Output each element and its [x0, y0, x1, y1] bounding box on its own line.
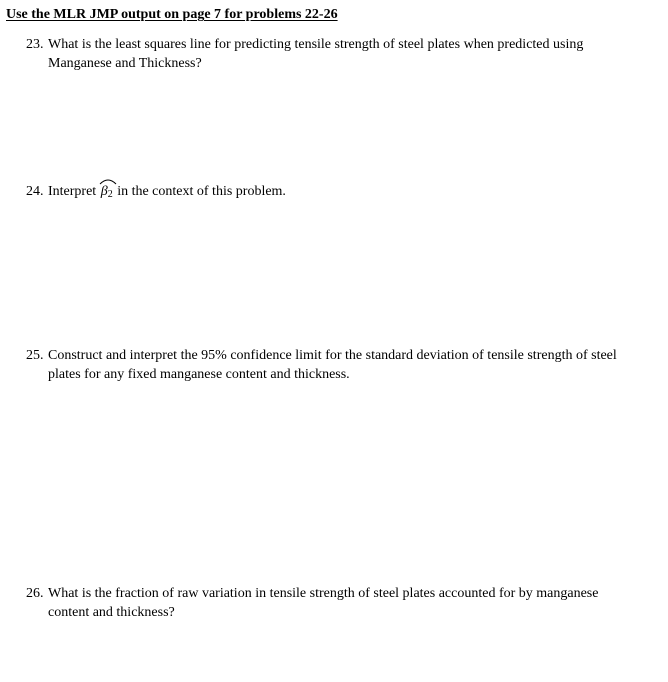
page-heading: Use the MLR JMP output on page 7 for problems 22-26 [6, 7, 338, 22]
question-text-line-2: plates for any fixed manganese content and thickness. [48, 367, 350, 382]
question-text [26, 584, 656, 622]
question-text [26, 346, 656, 384]
question-text-line-1: What is the least squares line for predicting tensile strength of steel plates when predicted using [48, 37, 584, 52]
question-text [26, 35, 656, 73]
question-text-line-2: Manganese and Thickness? [48, 56, 202, 71]
question-23 [26, 35, 656, 73]
question-text-line-1: Construct and interpret the 95% confidence limit for the standard deviation of tensile strength of steel [48, 348, 617, 363]
question-25 [26, 346, 656, 384]
question-number: 25. [26, 348, 44, 363]
beta-letter: β [100, 184, 108, 199]
question-text-after: in the context of this problem. [117, 184, 286, 199]
question-number: 24. [26, 184, 44, 199]
beta-2-hat-symbol [100, 182, 114, 204]
question-text-before: Interpret [48, 184, 97, 199]
question-number: 23. [26, 37, 44, 52]
question-text-line-1: What is the fraction of raw variation in tensile strength of steel plates accounted for by manganese [48, 586, 599, 601]
beta-subscript: 2 [107, 189, 113, 200]
question-text [26, 182, 656, 204]
question-text-line-2: content and thickness? [48, 605, 175, 620]
question-24 [26, 182, 656, 204]
wide-hat-icon [99, 178, 117, 185]
question-number: 26. [26, 586, 44, 601]
question-26 [26, 584, 656, 622]
